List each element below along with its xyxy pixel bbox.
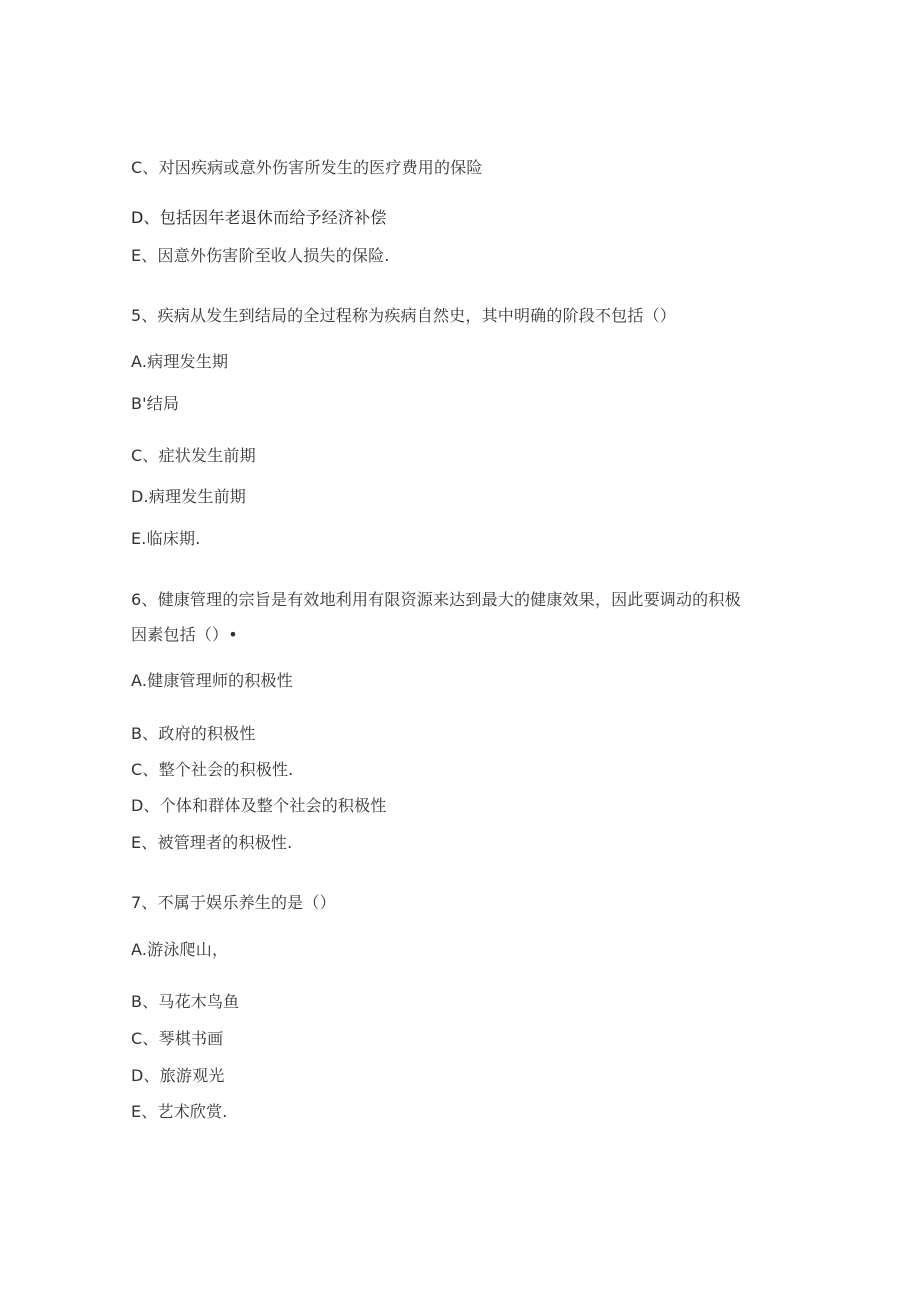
q5-option-a: A.病理发生期: [131, 352, 229, 371]
q5-option-e: E.临床期.: [131, 529, 201, 548]
q5-stem: 5、疾病从发生到结局的全过程称为疾病自然史，其中明确的阶段不包括（）: [131, 306, 676, 325]
q5-option-d: D.病理发生前期: [131, 487, 247, 506]
q4-option-e: E、因意外伤害阶至收人损失的保险.: [131, 246, 390, 265]
q6-option-e: E、被管理者的积极性.: [131, 833, 293, 852]
q7-stem: 7、不属于娱乐养生的是（）: [131, 893, 336, 912]
q5-option-b: B'结局: [131, 394, 180, 413]
q6-stem-line1: 6、健康管理的宗旨是有效地利用有限资源来达到最大的健康效果，因此要调动的积极: [131, 590, 741, 609]
q7-option-a: A.游泳爬山，: [131, 940, 229, 959]
q7-option-d: D、旅游观光: [131, 1066, 225, 1085]
q4-option-c: C、对因疾病或意外伤害所发生的医疗费用的保险: [131, 158, 483, 177]
q6-option-c: C、整个社会的积极性.: [131, 760, 294, 779]
q6-option-a: A.健康管理师的积极性: [131, 671, 293, 690]
q7-option-b: B、马花木鸟鱼: [131, 992, 240, 1011]
q7-option-c: C、琴棋书画: [131, 1029, 224, 1048]
q6-stem-line2: 因素包括（）•: [131, 625, 238, 644]
q5-option-c: C、症状发生前期: [131, 446, 256, 465]
q6-option-d: D、个体和群体及整个社会的积极性: [131, 796, 387, 815]
q6-option-b: B、政府的积极性: [131, 724, 256, 743]
q4-option-d: D、包括因年老退休而给予经济补偿: [131, 208, 387, 227]
q7-option-e: E、艺术欣赏.: [131, 1102, 228, 1121]
